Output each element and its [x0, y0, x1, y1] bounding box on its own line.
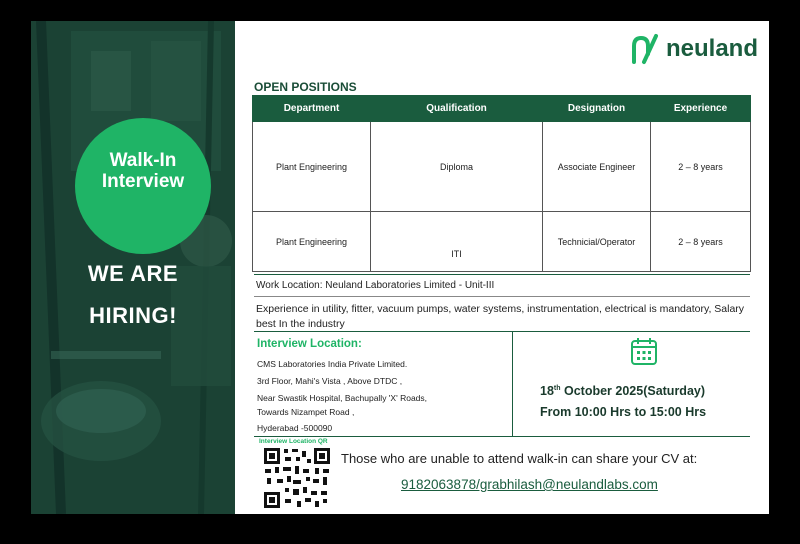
hiring-line-1: WE ARE	[87, 261, 179, 286]
share-cv-text: Those who are unable to attend walk-in can share your CV at:	[341, 451, 698, 466]
interview-location-title: Interview Location:	[257, 338, 362, 350]
date-rest: October 2025(Saturday)	[560, 384, 706, 398]
divider	[512, 332, 513, 436]
divider	[254, 274, 750, 275]
table-cell: Associate Engineer	[543, 122, 651, 212]
interview-date	[540, 384, 705, 398]
qr-label: Interview Location QR	[259, 438, 328, 445]
table-cell: Diploma	[371, 122, 543, 212]
column-header: Department	[253, 96, 371, 122]
divider	[254, 296, 750, 297]
address-line: 3rd Floor, Mahi's Vista , Above DTDC ,	[257, 376, 403, 386]
column-header: Qualification	[371, 96, 543, 122]
qr-code-icon[interactable]	[263, 447, 331, 509]
left-photo-panel	[31, 21, 235, 514]
column-header: Designation	[543, 96, 651, 122]
hiring-line-2: HIRING!	[89, 303, 177, 328]
calendar-icon	[630, 336, 658, 366]
table-cell: ITI	[371, 212, 543, 272]
open-positions-heading: OPEN POSITIONS	[254, 80, 357, 94]
address-line: Towards Nizampet Road ,	[257, 407, 355, 417]
table-row	[253, 122, 751, 212]
interview-details	[254, 331, 750, 437]
contact-link[interactable]: 9182063878/grabhilash@neulandlabs.com	[401, 477, 658, 492]
positions-table	[252, 95, 751, 272]
work-location: Work Location: Neuland Laboratories Limited - Unit-III	[256, 280, 495, 291]
address-line: CMS Laboratories India Private Limited.	[257, 359, 408, 369]
column-header: Experience	[651, 96, 751, 122]
brand-logo	[630, 31, 758, 67]
address-line: Near Swastik Hospital, Bachupally 'X' Roads,	[257, 393, 428, 403]
table-cell: Plant Engineering	[253, 212, 371, 272]
requirements-text: Experience in utility, fitter, vacuum pumps, water systems, instrumentation, electrical is mandatory, Salary best In the industry	[256, 303, 745, 330]
content-panel	[235, 21, 769, 514]
interview-time: From 10:00 Hrs to 15:00 Hrs	[540, 405, 707, 419]
table-cell: Technicial/Operator	[543, 212, 651, 272]
date-day: 18	[540, 384, 554, 398]
badge-line-1: Walk-In	[109, 150, 177, 171]
table-cell: 2 – 8 years	[651, 122, 751, 212]
table-cell: Plant Engineering	[253, 122, 371, 212]
walk-in-badge	[75, 118, 211, 254]
date-suffix: th	[553, 384, 561, 392]
brand-name: neuland	[665, 35, 758, 62]
table-cell: 2 – 8 years	[651, 212, 751, 272]
hiring-poster	[31, 21, 769, 514]
table-row	[253, 212, 751, 272]
address-line: Hyderabad -500090	[257, 423, 333, 433]
badge-line-2: Interview	[101, 171, 185, 192]
table-header-row	[253, 96, 751, 122]
neuland-n-icon	[630, 32, 660, 66]
